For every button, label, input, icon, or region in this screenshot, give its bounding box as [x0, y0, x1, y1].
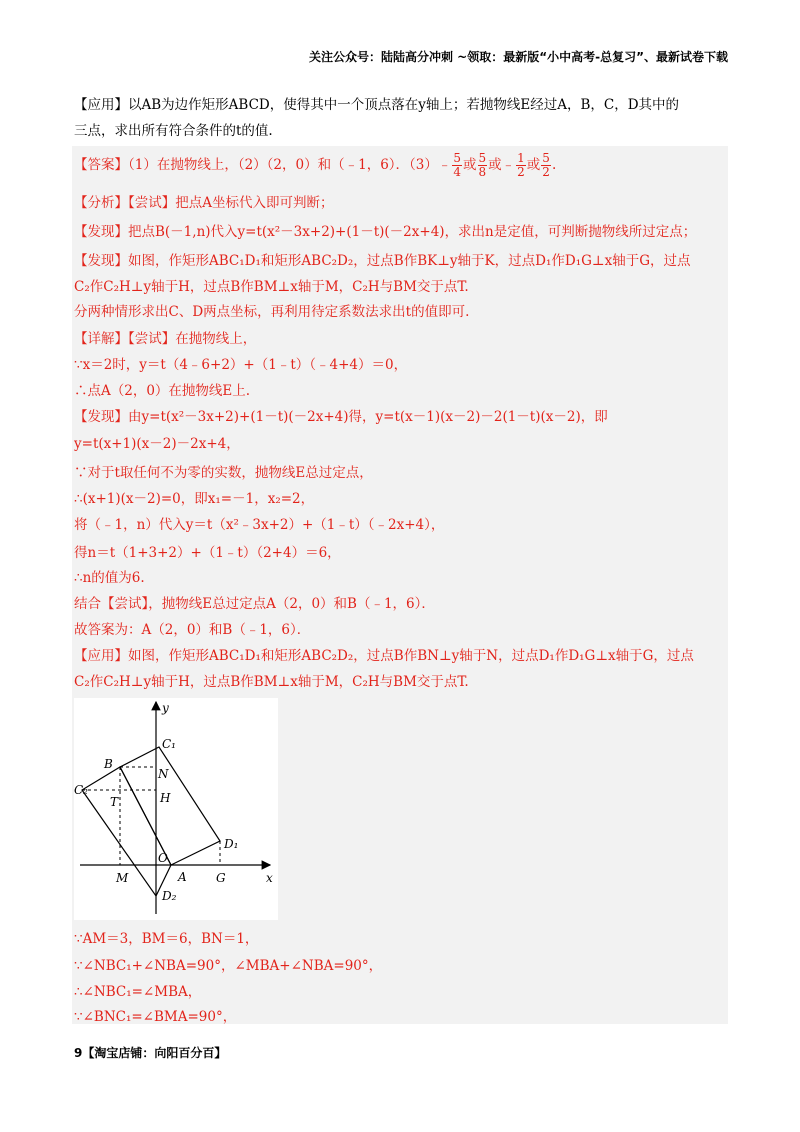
label-g: G: [216, 871, 226, 885]
detail-line-4: 【发现】由y=t(x²－3x+2)+(1－t)(－2x+4)得，y=t(x－1)(x－2)－2(1－t)(x－2)，即: [74, 409, 608, 425]
geometry-diagram: [74, 698, 278, 920]
fraction-1: $\frac{5}{4}$: [453, 151, 462, 179]
answer-prefix: 【答案】（1）在抛物线上，（2）（2，0）和（﹣1，6）．（3）﹣: [74, 157, 452, 173]
page-header: 关注公众号：陆陆高分冲刺 ~领取：最新版“小中高考-总复习”、最新试卷下载: [309, 50, 728, 64]
apply-detail-3: ∴∠NBC₁=∠MBA，: [74, 984, 202, 1000]
answer-or: 或: [463, 157, 477, 173]
detail-line-7: ∴(x+1)(x－2)=0，即x₁=－1，x₂=2，: [74, 491, 315, 507]
fraction-3: $\frac{1}{2}$: [517, 151, 525, 179]
label-a: A: [178, 870, 187, 884]
label-c1: C₁: [162, 737, 176, 751]
analysis-line: 【分析】【尝试】把点A坐标代入即可判断；: [74, 195, 334, 211]
discover-line-2: 【发现】如图，作矩形ABC₁D₁和矩形ABC₂D₂，过点B作BK⊥y轴于K，过点D₁作D₁G⊥x轴于G，过点: [74, 253, 691, 269]
apply-detail-2: ∵∠NBC₁+∠NBA=90°，∠MBA+∠NBA=90°，: [74, 958, 383, 974]
label-c2: C₂: [74, 783, 88, 797]
detail-line-1: 【详解】【尝试】在抛物线上，: [74, 331, 257, 347]
apply-detail-4: ∵∠BNC₁=∠BMA=90°，: [74, 1009, 237, 1025]
discover-line-4: 分两种情形求出C、D两点坐标，再利用待定系数法求出t的值即可.: [74, 304, 470, 320]
question-line-2: 三点，求出所有符合条件的t的值.: [74, 123, 273, 139]
answer-end: .: [551, 157, 557, 173]
label-d2: D₂: [162, 889, 177, 903]
apply-line-2: C₂作C₂H⊥y轴于H，过点B作BM⊥x轴于M，C₂H与BM交于点T.: [74, 674, 469, 690]
label-h: H: [160, 791, 171, 805]
discover-line-3: C₂作C₂H⊥y轴于H，过点B作BM⊥x轴于M，C₂H与BM交于点T.: [74, 279, 469, 295]
detail-line-11: 结合【尝试】，抛物线E总过定点A（2，0）和B（﹣1，6）．: [74, 596, 435, 612]
label-t: T: [110, 795, 119, 809]
page-footer: 9【淘宝店铺：向阳百分百】: [74, 1046, 227, 1060]
fraction-4: $\frac{5}{2}$: [542, 151, 550, 179]
label-x: x: [266, 871, 273, 885]
detail-line-3: ∴点A（2，0）在抛物线E上.: [74, 383, 251, 399]
label-o: O: [158, 851, 168, 865]
label-y: y: [162, 701, 169, 715]
apply-detail-1: ∵AM＝3，BM＝6，BN＝1，: [74, 931, 259, 947]
label-b: B: [104, 757, 113, 771]
label-m: M: [116, 871, 129, 885]
answer-or-2: 或: [526, 157, 541, 173]
question-line-1: 【应用】以AB为边作矩形ABCD，使得其中一个顶点落在y轴上；若抛物线E经过A，B，C，D其中的: [74, 97, 680, 113]
detail-line-10: ∴n的值为6.: [74, 570, 145, 586]
apply-line-1: 【应用】如图，作矩形ABC₁D₁和矩形ABC₂D₂，过点B作BN⊥y轴于N，过点D₁作D₁G⊥x轴于G，过点: [74, 648, 694, 664]
geometry-figure: [74, 698, 278, 920]
detail-line-9: 得n＝t（1+3+2）+（1﹣t）（2+4）＝6，: [74, 545, 341, 561]
discover-line-1: 【发现】把点B(－1,n)代入y=t(x²－3x+2)+(1－t)(－2x+4)，求出n是定值，可判断抛物线所过定点；: [74, 224, 697, 240]
label-n: N: [158, 767, 169, 781]
detail-line-5: y=t(x+1)(x－2)－2x+4，: [74, 436, 240, 452]
answer-line: [74, 152, 556, 179]
detail-line-2: ∵x＝2时，y＝t（4﹣6+2）+（1﹣t）（﹣4+4）＝0，: [74, 357, 408, 373]
detail-line-6: ∵对于t取任何不为零的实数，抛物线E总过定点，: [74, 465, 373, 481]
answer-or-minus: 或﹣: [488, 157, 516, 173]
detail-line-8: 将（﹣1，n）代入y＝t（x²﹣3x+2）+（1﹣t）（﹣2x+4），: [74, 517, 445, 533]
fraction-2: $\frac{5}{8}$: [478, 151, 487, 179]
rectangle-abc1d1: [120, 747, 220, 865]
detail-line-12: 故答案为：A（2，0）和B（﹣1，6）．: [74, 622, 311, 638]
label-d1: D₁: [224, 837, 239, 851]
